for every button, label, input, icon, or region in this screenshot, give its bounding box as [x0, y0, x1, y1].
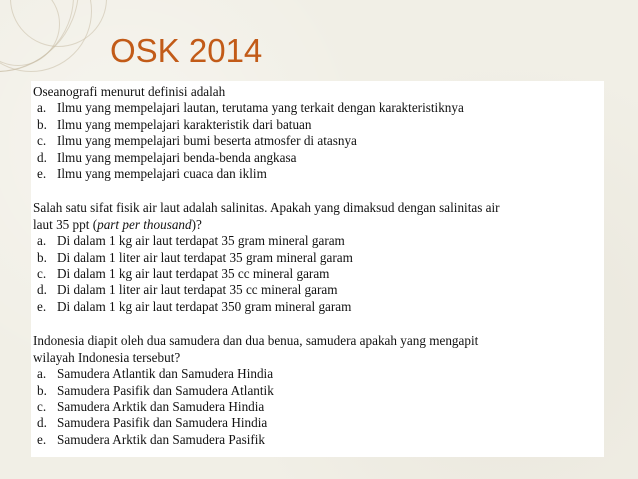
stem-text: )?	[191, 216, 202, 232]
option-text: Ilmu yang mempelajari benda-benda angkasa	[57, 149, 297, 165]
question-3-option-b	[33, 383, 593, 399]
option-letter: b.	[37, 249, 47, 265]
option-letter: e.	[37, 166, 47, 182]
question-3-option-d	[33, 415, 593, 431]
question-list	[33, 84, 593, 448]
option-letter: b.	[37, 116, 47, 132]
question-1-option-c	[33, 133, 593, 149]
option-letter: d.	[37, 282, 47, 298]
option-letter: d.	[37, 415, 47, 431]
question-1-option-b	[33, 117, 593, 133]
option-text: Ilmu yang mempelajari karakteristik dari batuan	[57, 116, 312, 132]
option-letter: a.	[37, 233, 47, 249]
question-3-stem-line-1: Indonesia diapit oleh dua samudera dan dua benua, samudera apakah yang mengapit	[33, 333, 479, 349]
option-text: Samudera Pasifik dan Samudera Hindia	[57, 415, 268, 431]
option-letter: c.	[37, 398, 47, 414]
question-2-option-b	[33, 250, 593, 266]
option-letter: a.	[37, 100, 47, 116]
option-letter: a.	[37, 366, 47, 382]
option-letter: c.	[37, 266, 47, 282]
option-letter: b.	[37, 382, 47, 398]
question-2-stem-line-2	[33, 217, 593, 233]
option-letter: e.	[37, 431, 47, 447]
option-text: Ilmu yang mempelajari cuaca dan iklim	[57, 166, 267, 182]
option-text: Samudera Atlantik dan Samudera Hindia	[57, 366, 274, 382]
question-3-stem	[33, 333, 593, 366]
option-text: Di dalam 1 kg air laut terdapat 35 cc mineral garam	[57, 266, 330, 282]
question-2-stem-line-1: Salah satu sifat fisik air laut adalah salinitas. Apakah yang dimaksud dengan salinitas air	[33, 200, 500, 216]
option-text: Di dalam 1 kg air laut terdapat 350 gram mineral garam	[57, 298, 352, 314]
question-2-stem	[33, 200, 593, 233]
question-1-stem: Oseanografi menurut definisi adalah	[33, 84, 226, 99]
question-3-stem-line-2: wilayah Indonesia tersebut?	[33, 349, 181, 365]
question-2-option-e	[33, 299, 593, 315]
question-2-option-a	[33, 233, 593, 249]
question-1-option-a	[33, 100, 593, 116]
option-letter: d.	[37, 149, 47, 165]
option-text: Di dalam 1 liter air laut terdapat 35 gram mineral garam	[57, 249, 353, 265]
option-text: Samudera Arktik dan Samudera Pasifik	[57, 431, 266, 447]
option-text: Ilmu yang mempelajari lautan, terutama yang terkait dengan karakteristiknya	[57, 100, 464, 116]
option-letter: c.	[37, 133, 47, 149]
question-3-option-c	[33, 399, 593, 415]
question-3-option-e	[33, 432, 593, 448]
question-2-option-d	[33, 282, 593, 298]
option-letter: e.	[37, 298, 47, 314]
question-3-option-a	[33, 366, 593, 382]
option-text: Di dalam 1 liter air laut terdapat 35 cc mineral garam	[57, 282, 338, 298]
stem-italic-text: part per thousand	[97, 216, 192, 232]
option-text: Ilmu yang mempelajari bumi beserta atmosfer di atasnya	[57, 133, 357, 149]
option-text: Samudera Pasifik dan Samudera Atlantik	[57, 382, 274, 398]
question-3	[33, 333, 593, 448]
question-1	[33, 84, 593, 182]
question-1-option-e	[33, 166, 593, 182]
slide-title: OSK 2014	[110, 32, 263, 69]
question-2	[33, 200, 593, 315]
question-1-option-d	[33, 150, 593, 166]
stem-text: laut 35 ppt (	[33, 216, 98, 232]
option-text: Di dalam 1 kg air laut terdapat 35 gram mineral garam	[57, 233, 345, 249]
option-text: Samudera Arktik dan Samudera Hindia	[57, 398, 265, 414]
question-2-option-c	[33, 266, 593, 282]
